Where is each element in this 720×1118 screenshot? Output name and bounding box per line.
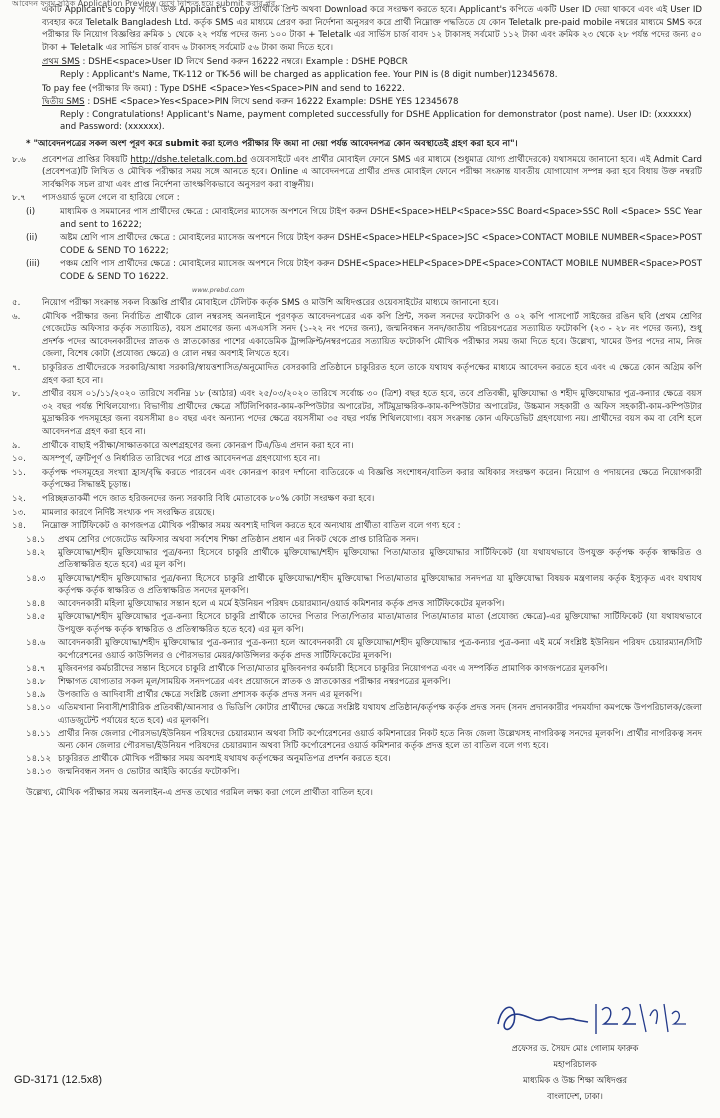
signatory-block bbox=[470, 1040, 680, 1104]
document-item bbox=[26, 753, 702, 766]
document-item bbox=[26, 637, 702, 662]
signatory-name: প্রফেসর ড. সৈয়দ মোঃ গোলাম ফারুক bbox=[511, 1043, 639, 1053]
item-number: ৬. bbox=[12, 311, 21, 322]
list-item bbox=[12, 507, 702, 520]
item-number: ১৪.১ bbox=[26, 534, 46, 545]
item-number: ৮.৭ bbox=[12, 193, 26, 204]
item-text: চাকুরিরত প্রার্থীদেরকে সরকারি/আধা সরকারি/স্বায়ত্তশাসিত/অনুমোদিত বেসরকারি প্রতিষ্ঠানে চাকুরিরত হলে তাকে যথাযথ কর্তৃপক্ষের মাধ্যমে আবেদন করতে হবে এবং এ ক্ষেত্রে কোন অগ্রিম কপি গ্রহণ করা হবে না। bbox=[42, 363, 702, 386]
password-recovery-list bbox=[12, 206, 702, 284]
item-8-6-pre: প্রবেশপত্র প্রাপ্তির বিষয়টি bbox=[42, 154, 128, 165]
sms1-label: প্রথম SMS bbox=[42, 57, 80, 68]
item-text: প্রার্থীর নিজ জেলার পৌরসভা/ইউনিয়ন পরিষদের চেয়ারম্যান অথবা সিটি কর্পোরেশনের ওয়ার্ড কমিশনারের নিকট হতে নিজ জেলা উল্লেখসহ নাগরিকত্ব সনদের মূলকপি। প্রার্থীর নাগরিকত্ব সনদ অন্য কোন জেলার পৌরসভা/ইউনিয়ন পরিষদের চেয়ারম্যান অথবা সিটি কর্পোরেশনের ওয়ার্ড কমিশনার কর্তৃক প্রদত্ত হলে তা বাতিল বলে গণ্য হবে। bbox=[58, 728, 702, 752]
list-item bbox=[12, 362, 702, 387]
item-text: এতিমখানা নিবাসী/শারীরিক প্রতিবন্ধী/আনসার ও ভিডিপি কোটার প্রার্থীদের ক্ষেত্রে সংশ্লিষ্ট যথাযথ প্রতিষ্ঠান/কর্তৃপক্ষ কর্তৃক প্রদত্ত সনদ (সনদ প্রদানকারীর পদমর্যাদা কমপক্ষে উপপরিচালক/জেলা এ্যাডজুটেন্ট পর্যায়ের হতে হবে) এর মূলকপি। bbox=[58, 702, 702, 726]
sms2-text: : DSHE <Space>Yes<Space>PIN লিখে send করুন 16222 Example: DSHE YES 12345678 bbox=[87, 97, 459, 108]
item-number: ১৪.২ bbox=[26, 547, 46, 558]
signature-icon bbox=[488, 994, 688, 1044]
item-text: মামলার কারণে নির্দিষ্ট সংখ্যক পদ সংরক্ষিত রয়েছে। bbox=[42, 507, 215, 518]
document-item bbox=[26, 702, 702, 727]
item-number: ৮. bbox=[12, 389, 21, 400]
item-text: মুক্তিযোদ্ধা/শহীদ মুক্তিযোদ্ধার পুত্র-কন্যা হিসেবে চাকুরি প্রার্থীকে তাদের পিতার পিতা/পিতার মাতা/মাতার পিতা/মাতার মাতা (প্রযোজ্য ক্ষেত্রে)-এর মুক্তিযোদ্ধা সার্টিফিকেট (যা যথাযথভাবে উপযুক্ত কর্তৃপক্ষ কর্তৃক স্বাক্ষরিত ও প্রতিস্বাক্ষরিত হতে হবে) এর মূল কপি। bbox=[58, 612, 702, 635]
item-number: ৮.৬ bbox=[12, 154, 26, 165]
item-text: পরিচ্ছন্নতাকর্মী পদে জাত হরিজনদের জন্য সরকারি বিধি মোতাবেক ৮০% কোটা সংরক্ষণ করা হবে। bbox=[42, 493, 375, 504]
document-item bbox=[26, 611, 702, 636]
signatory-place: বাংলাদেশ, ঢাকা। bbox=[547, 1091, 603, 1101]
item-8-6-post: ওয়েবসাইটে এবং প্রার্থীর মোবাইল ফোনে SMS এর মাধ্যমে (শুধুমাত্র যোগ্য প্রার্থীদেরকে) যথাসময়ে জানানো হবে। এই Admit Card (প্রবেশপত্র)টি লিখিত ও মৌখিক পরীক্ষার সময় সঙ্গে আনতে হবে। Online এ আবেদনপত্রে প্রার্থীর প্রদত্ত মোবাইল ফোনে পরীক্ষা সংক্রান্ত যাবতীয় যোগাযোগ সম্পন্ন করা হবে বিধায় উক্ত নম্বরটি সার্বক্ষণিক সচল রাখা এবং প্রাপ্ত নির্দেশনা তাৎক্ষণিকভাবে অনুসরণ করা বাঞ্ছনীয়। bbox=[42, 154, 703, 190]
item-text: পাসওয়ার্ড ভুলে গেলে বা হারিয়ে গেলে : bbox=[42, 193, 180, 204]
item-number: ৫. bbox=[12, 298, 21, 309]
document-item bbox=[26, 728, 702, 753]
list-item bbox=[12, 467, 702, 492]
list-item bbox=[12, 297, 702, 310]
item-text bbox=[42, 154, 702, 192]
item-number: ১৪.১২ bbox=[26, 754, 52, 765]
item-number: ১৪. bbox=[12, 521, 26, 532]
item-text: মৌখিক পরীক্ষার জন্য নির্বাচিত প্রার্থীকে রোল নম্বরসহ অনলাইনে পূরণকৃত আবেদনপত্রের এক কপি প্রিন্ট, সকল সনদের ফটোকপি ও ০২ কপি পাসপোর্ট সাইজের রঙিন ছবি (প্রথম শ্রেণির গেজেটেড অফিসার কর্তৃক সত্যায়িত), বয়স প্রমাণের জন্য এসএসসি সনদ (১-২২ নং পদের জন্য), জন্মনিবন্ধন সনদ/জাতীয় পরিচয়পত্রের সত্যায়িত ফটোকপি (২৩ - ২৮ নং পদের জন্য), শুধু প্রদর্শক পদের আবেদনকারীদের স্নাতক ও স্নাতকোত্তর পাশের একাডেমিক ট্রান্সক্রিপ্ট/নম্বরপত্রের সত্যায়িত ফটোকপি মৌখিক পরীক্ষার সময় জমা দিতে হবে। উল্লেখ্য, খামের উপর পদের নাম, নিজ জেলা, বিশেষ কোটা (প্রযোজ্য ক্ষেত্রে) ও রোল নম্বর অবশ্যই লিখতে হবে। bbox=[42, 311, 702, 360]
item-text: জন্মনিবন্ধন সনদ ও ভোটার আইডি কার্ডের ফটোকপি। bbox=[58, 767, 240, 778]
item-text: আবেদনকারী মুক্তিযোদ্ধা/শহীদ মুক্তিযোদ্ধার পুত্র-কন্যার পুত্র-কন্যা হলে আবেদনকারী যে মুক্তিযোদ্ধা/শহীদ মুক্তিযোদ্ধার পুত্র-কন্যার পুত্র-কন্যা এই মর্মে সংশ্লিষ্ট ইউনিয়ন পরিষদ চেয়ারম্যান/সিটি কর্পোরেশনের ওয়ার্ড কাউন্সিলর ও পৌরসভার মেয়র/কাউন্সিলর কর্তৃক প্রদত্ত সার্টিফিকেটের মূলকপি। bbox=[58, 638, 702, 661]
closing-note: উল্লেখ্য, মৌখিক পরীক্ষার সময় অনলাইন-এ প্রদত্ত তথ্যের গরমিল লক্ষ্য করা গেলে প্রার্থীতা বাতিল হবে। bbox=[26, 788, 373, 799]
item-number: ১০. bbox=[12, 454, 26, 465]
cropped-top-line: আবেদন ফরম সঠিক Application Preview দেখে নিশ্চিত হয়ে submit করার পর... bbox=[12, 0, 283, 8]
item-number: ১৩. bbox=[12, 507, 26, 518]
recovery-step bbox=[12, 206, 702, 231]
document-item bbox=[26, 663, 702, 676]
item-number: ১১. bbox=[12, 467, 26, 478]
item-text: উপজাতি ও আদিবাসী প্রার্থীর ক্ষেত্রে সংশ্লিষ্ট জেলা প্রশাসক কর্তৃক প্রদত্ত সনদ এর মূলকপি। bbox=[58, 689, 363, 700]
item-text: আবেদনকারী মহিলা মুক্তিযোদ্ধার সন্তান হলে এ মর্মে ইউনিয়ন পরিষদ চেয়ারম্যান/ওয়ার্ড কমিশনার কর্তৃক প্রদত্ত সার্টিফিকেটের মূলকপি। bbox=[58, 599, 505, 610]
item-text: নিম্নোক্ত সার্টিফিকেট ও কাগজপত্র মৌখিক পরীক্ষার সময় অবশ্যই দাখিল করতে হবে অন্যথায় প্রার্থীতা বাতিল বলে গণ্য হবে : bbox=[42, 521, 461, 532]
list-item bbox=[12, 520, 702, 533]
conditions-list bbox=[12, 297, 702, 533]
documents-list bbox=[12, 534, 702, 779]
item-text: অষ্টম শ্রেণি পাস প্রার্থীদের ক্ষেত্রে : মোবাইলের ম্যাসেজ অপশনে গিয়ে টাইপ করুন DSHE<Space>HELP<Space>JSC <Space>CONTACT MOBILE NUMBER<Space>POST CODE & SEND TO 16222; bbox=[60, 233, 702, 256]
item-number: ১৪.১০ bbox=[26, 702, 52, 713]
item-number: (ii) bbox=[26, 233, 38, 244]
list-item bbox=[12, 311, 702, 361]
recovery-step bbox=[12, 258, 702, 283]
intro-paragraph: একটি Applicant's copy পাবে। উক্ত Applicant's copy প্রার্থীকে প্রিন্ট অথবা Download করে সংরক্ষণ করতে হবে। Applicant's কপিতে একটি User ID দেয়া থাকবে এবং এই User ID ব্যবহার করে Teletalk Bangladesh Ltd. কর্তৃক SMS এর মাধ্যমে প্রেরণ করা নির্দেশনা অনুসরণ করে প্রার্থী নিম্নোক্ত পদ্ধতিতে যে কোন Teletalk pre-paid mobile নম্বরের মাধ্যমে SMS করে পরীক্ষার ফি নিয়োগ বিজ্ঞপ্তির ক্রমিক ১ থেকে ২২ পর্যন্ত পদের জন্য ১০০ টাকা + Teletalk এর সার্ভিস চার্জ বাবদ ১২ টাকাসহ সর্বমোট ১১২ টাকা এবং ক্রমিক ২৩ থেকে ২৮ পর্যন্ত পদের জন্য ৫০ টাকা + Teletalk এর সার্ভিস চার্জ বাবদ ৬ টাকাসহ সর্বমোট ৫৬ টাকা জমা দিতে হবে। bbox=[42, 5, 702, 53]
item-text: মুক্তিযোদ্ধা/শহীদ মুক্তিযোদ্ধার পুত্র/কন্যা হিসেবে চাকুরি প্রার্থীকে মুক্তিযোদ্ধা/শহীদ মুক্তিযোদ্ধা পিতা/মাতার মুক্তিযোদ্ধার সনদপত্র যা মুক্তিযোদ্ধা বিষয়ক মন্ত্রণালয় কর্তৃক ইস্যুকৃত এবং যথাযথ কর্তৃপক্ষ কর্তৃক স্বাক্ষরিত ও প্রতিস্বাক্ষরিত সনদের মূলকপি। bbox=[58, 573, 702, 597]
sms1-reply: Reply : Applicant's Name, TK-112 or TK-56 will be charged as application fee. Your PIN is (8 digit number)12345678. bbox=[60, 69, 558, 80]
document-item bbox=[26, 547, 702, 572]
item-number: ১৪.৯ bbox=[26, 689, 46, 700]
document-item bbox=[26, 534, 702, 547]
item-text: মাধ্যমিক ও সমমানের পাস প্রার্থীদের ক্ষেত্রে : মোবাইলের ম্যাসেজ অপশনে গিয়ে টাইপ করুন DSHE<Space>HELP<Space>SSC Board<Space>SSC Roll <Space> SSC Year and sent to 16222; bbox=[60, 206, 702, 230]
item-text: চাকুরিরত প্রার্থীকে মৌখিক পরীক্ষার সময় অবশ্যই যথাযথ কর্তৃপক্ষের অনুমতিপত্র প্রদর্শন করতে হবে। bbox=[58, 754, 391, 765]
item-text: শিক্ষাগত যোগ্যতার সকল মূল/সাময়িক সনদপত্রের এবং প্রয়োজনে স্নাতক ও স্নাতকোত্তর পরীক্ষার নম্বরপত্রের মূলকপি। bbox=[58, 676, 451, 687]
sms1-text: : DSHE<space>User ID লিখে Send করুন 16222 নম্বরে। Example : DSHE PQBCR bbox=[82, 57, 408, 68]
item-text: নিয়োগ পরীক্ষা সংক্রান্ত সকল বিজ্ঞপ্তি প্রার্থীর মোবাইলে টেলিটক কর্তৃক SMS ও মাউশি অধিদপ্তরের ওয়েবসাইটের মাধ্যমে জানানো হবে। bbox=[42, 298, 499, 309]
document-item bbox=[26, 573, 702, 598]
footer bbox=[0, 988, 720, 1106]
watermark-text: www.prebd.com bbox=[192, 286, 245, 295]
list-item bbox=[12, 388, 702, 438]
item-text: পঞ্চম শ্রেণি পাস প্রার্থীদের ক্ষেত্রে : মোবাইলের ম্যাসেজ অপশনে গিয়ে টাইপ করুন DSHE<Space>HELP<Space>DPE<Space>CONTACT MOBILE NUMBER<Space>POST CODE & SEND TO 16222. bbox=[60, 259, 702, 282]
item-text: প্রথম শ্রেণির গেজেটেড অফিসার অথবা সর্বশেষ শিক্ষা প্রতিষ্ঠান প্রধান এর নিকট থেকে প্রাপ্ত চারিত্রিক সনদ। bbox=[58, 534, 419, 545]
item-number: ১২. bbox=[12, 493, 26, 504]
sms2-reply: Reply : Congratulations! Applicant's Name, payment completed successfully for DSHE Application for demonstrator (post name). User ID: (xxxxxx) and Password: (xxxxxx). bbox=[60, 109, 692, 133]
item-text: প্রার্থীকে বাছাই পরীক্ষা/সাক্ষাতকারে অংশগ্রহণের জন্য কোনরূপ টিএ/ডিএ প্রদান করা হবে না। bbox=[42, 440, 354, 451]
item-number: ১৪.১১ bbox=[26, 728, 52, 739]
sms1-line bbox=[42, 56, 702, 69]
signatory-office: মাধ্যমিক ও উচ্চ শিক্ষা অধিদপ্তর bbox=[523, 1075, 627, 1085]
item-text: প্রার্থীর বয়স ০১/১১/২০২০ তারিখে সর্বনিম্ন ১৮ (আঠার) এবং ২৫/০৩/২০২০ তারিখে সর্বোচ্চ ৩০ (ত্রিশ) বছর হতে হবে, তবে প্রতিবন্ধী, মুক্তিযোদ্ধা ও শহীদ মুক্তিযোদ্ধার পুত্র-কন্যার ক্ষেত্রে বয়স ৩২ বছর পর্যন্ত শিথিলযোগ্য। বিভাগীয় প্রার্থীদের ক্ষেত্রে সাঁটলিপিকার-কাম-কম্পিউটার অপারেটর, সাঁটমুদ্রাক্ষরিক-কাম-কম্পিউটার অপারেটর, উচ্চমান সহকারী ও অফিস সহকারী-কাম-কম্পিউটার মুদ্রাক্ষরিক পদসমূহের জন্য বয়সসীমা ৪০ বছর এবং অন্যান্য পদের ক্ষেত্রে বয়সসীমা ৩৫ বছর পর্যন্ত শিথিলযোগ্য। বয়স সংক্রান্ত কোন এফিডেভিট গ্রহণযোগ্য নয়। প্রার্থীদের বয়স কম বা বেশি হলে আবেদনপত্র গ্রহণ করা হবে না। bbox=[42, 389, 702, 437]
signatory-title: মহাপরিচালক bbox=[553, 1059, 597, 1069]
item-text: কর্তৃপক্ষ পদসমূহের সংখ্যা হ্রাস/বৃদ্ধি করতে পারবেন এবং কোনরূপ কারণ দর্শানো ব্যতিরেকে এ বিজ্ঞপ্তি সংশোধন/বাতিল করার অধিকার সংরক্ষণ করেন। নিয়োগ ও পদায়নের ক্ষেত্রে নিয়োগকারী কর্তৃপক্ষের সিদ্ধান্তই চূড়ান্ত। bbox=[42, 467, 702, 491]
item-text: অসম্পূর্ণ, ত্রুটিপূর্ণ ও নির্ধারিত তারিখের পরে প্রাপ্ত আবেদনপত্র গ্রহণযোগ্য হবে না। bbox=[42, 454, 321, 465]
sms1-fee: To pay fee (পরীক্ষার ফি জমা) : Type DSHE <Space>Yes<Space>PIN and send to 16222. bbox=[42, 83, 405, 94]
item-number: ১৪.৭ bbox=[26, 663, 46, 674]
item-number: (i) bbox=[26, 206, 36, 217]
item-number: (iii) bbox=[26, 259, 40, 270]
sms2-label: দ্বিতীয় SMS bbox=[42, 97, 85, 108]
teletalk-link[interactable]: http://dshe.teletalk.com.bd bbox=[130, 154, 248, 165]
warning-notice: * "আবেদনপত্রের সকল অংশ পূরণ করে submit করা হলেও পরীক্ষার ফি জমা না দেয়া পর্যন্ত আবেদনপত্র কোন অবস্থাতেই গ্রহণ করা হবে না"। bbox=[26, 138, 518, 149]
document-item bbox=[26, 676, 702, 689]
item-8-6 bbox=[12, 154, 702, 192]
item-number: ১৪.৬ bbox=[26, 638, 46, 648]
document-item bbox=[26, 689, 702, 702]
list-item bbox=[12, 493, 702, 506]
list-item bbox=[12, 440, 702, 453]
gazette-code: GD-3171 (12.5x8) bbox=[14, 1074, 103, 1086]
item-number: ৭. bbox=[12, 363, 21, 374]
document-item bbox=[26, 598, 702, 611]
list-item bbox=[12, 453, 702, 466]
item-number: ১৪.১৩ bbox=[26, 767, 52, 778]
item-8-7 bbox=[12, 192, 702, 205]
document-item bbox=[26, 766, 702, 779]
item-number: ১৪.৩ bbox=[26, 573, 46, 584]
item-number: ১৪.৮ bbox=[26, 676, 46, 687]
item-text: মুজিবনগর কর্মচারীদের সন্তান হিসেবে চাকুরি প্রার্থীকে পিতা/মাতার মুজিবনগর কর্মচারী হিসেবে চাকুরির নিয়োগপত্র এবং এ সম্পর্কিত প্রামাণিক কাগজপত্রের মূলকপি। bbox=[58, 663, 608, 674]
sms2-line bbox=[42, 96, 702, 109]
item-text: মুক্তিযোদ্ধা/শহীদ মুক্তিযোদ্ধার পুত্র/কন্যা হিসেবে চাকুরি প্রার্থীকে মুক্তিযোদ্ধা/শহীদ মুক্তিযোদ্ধা পিতা/মাতার মুক্তিযোদ্ধার সার্টিফিকেট (যা যথাযথভাবে উপযুক্ত কর্তৃপক্ষ কর্তৃক স্বাক্ষরিত ও প্রতিস্বাক্ষরিত হতে হবে) এর মূল কপি। bbox=[58, 547, 702, 571]
item-number: ৯. bbox=[12, 440, 21, 451]
recovery-step bbox=[12, 232, 702, 257]
item-number: ১৪.৪ bbox=[26, 599, 46, 610]
item-number: ১৪.৫ bbox=[26, 612, 46, 623]
